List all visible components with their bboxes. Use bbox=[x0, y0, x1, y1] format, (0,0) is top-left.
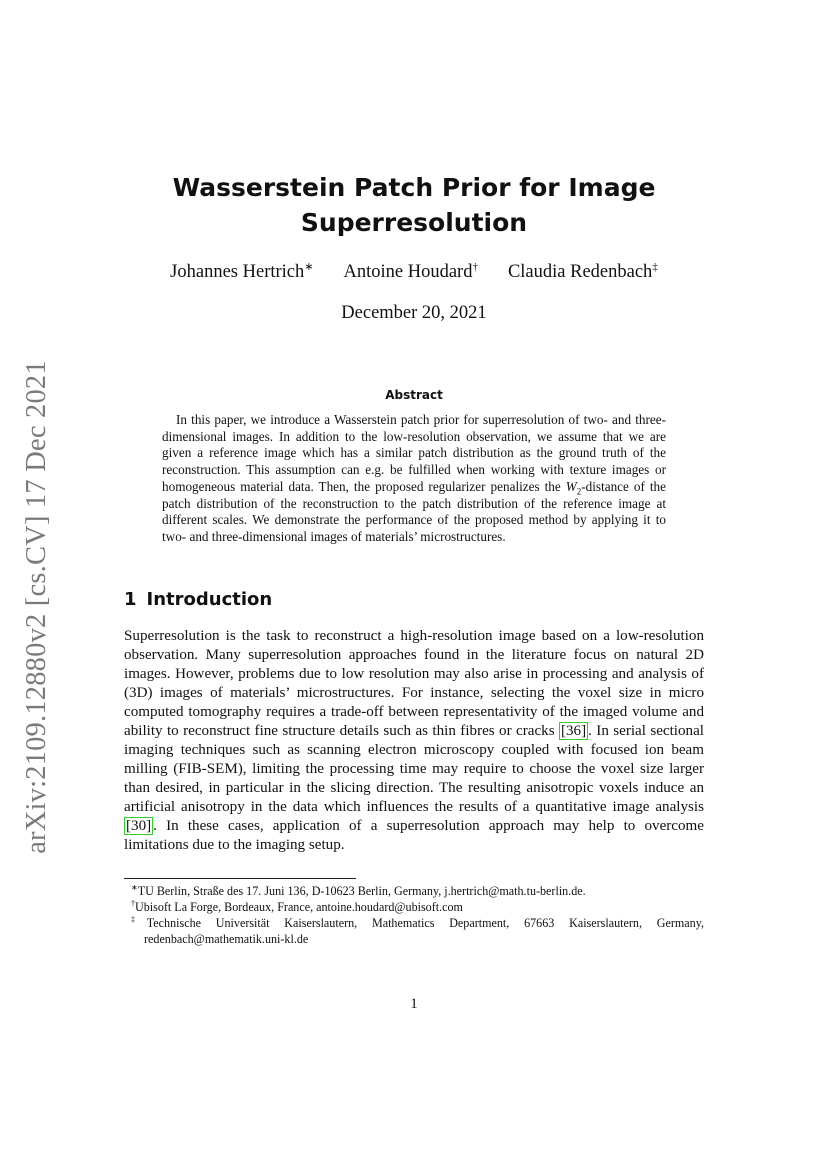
author: Johannes Hertrich∗ bbox=[170, 260, 314, 282]
math-w: W bbox=[565, 478, 577, 494]
arxiv-sidebar-stamp bbox=[11, 362, 63, 852]
section-number: 1 bbox=[124, 589, 137, 610]
arxiv-id: arXiv:2109.12880v2 [cs.CV] 17 Dec 2021 bbox=[21, 360, 53, 854]
footnote: †Ubisoft La Forge, Bordeaux, France, antoine.houdard@ubisoft.com bbox=[131, 898, 463, 914]
section-heading bbox=[124, 589, 272, 610]
paper-title: Wasserstein Patch Prior for Image Superresolution bbox=[172, 173, 656, 237]
footnote: ∗TU Berlin, Straße des 17. Juni 136, D-10623 Berlin, Germany, j.hertrich@math.tu-berlin.de. bbox=[131, 882, 586, 898]
author-footnote-mark: † bbox=[472, 260, 478, 273]
author: Antoine Houdard† bbox=[343, 260, 478, 282]
footnote-divider bbox=[124, 878, 356, 879]
math-subscript: 2 bbox=[576, 486, 582, 497]
publication-date: December 20, 2021 bbox=[341, 303, 487, 323]
author-list bbox=[124, 262, 704, 283]
footnotes bbox=[124, 883, 704, 947]
author-footnote-mark: ‡ bbox=[652, 260, 658, 273]
citation-link[interactable]: [36] bbox=[560, 723, 587, 739]
abstract-heading: Abstract bbox=[385, 388, 443, 402]
abstract-text: In this paper, we introduce a Wasserstein patch prior for superresolution of two- and three-dimensional images. In addition to the low-resolution observation, we assume that we are given a reference image which has a similar patch distribution as the ground truth of the reconstruction. This assumption can e.g. be fulfilled when working with texture images or homogeneous material data. Then, the proposed regularizer penalizes the $W_2$-distance of the patch distribution of the reconstruction to the patch distribution of the reference image at different scales. We demonstrate the performance of the proposed method by applying it to two- and three-dimensional images of materials’ microstructures. bbox=[162, 412, 666, 544]
author: Claudia Redenbach‡ bbox=[507, 260, 658, 282]
author-footnote-mark: ∗ bbox=[304, 260, 314, 273]
introduction-paragraph: Superresolution is the task to reconstruct a high-resolution image based on a low-resolution observation. Many superresolution approaches found in the literature focus on natural 2D images. However, problems due to low resolution may also arise in processing and analysis of (3D) images of materials’ microstructures. For instance, selecting the voxel size in micro computed tomography requires a trade-off between representativity of the imaged volume and ability to reconstruct fine structure details such as thin fibres or cracks [36] . In serial sectional imaging techniques such as scanning electron microscopy coupled with focused ion beam milling (FIB-SEM), limiting the processing time may require to choose the voxel size larger than desired, in particular in the slicing direction. The resulting anisotropic voxels induce an artificial anisotropy in the data which influences the results of a quantitative image analysis [30] . In these cases, application of a superresolution approach may help to overcome limitations due to the imaging setup. bbox=[124, 628, 704, 853]
section-title: Introduction bbox=[146, 589, 273, 610]
citation-link[interactable]: [30] bbox=[126, 818, 152, 834]
page-number: 1 bbox=[410, 996, 418, 1012]
footnote: ‡Technische Universität Kaiserslautern, Mathematics Department, 67663 Kaiserslautern, Germany, redenbach@mathematik.uni-kl.de bbox=[131, 914, 705, 946]
